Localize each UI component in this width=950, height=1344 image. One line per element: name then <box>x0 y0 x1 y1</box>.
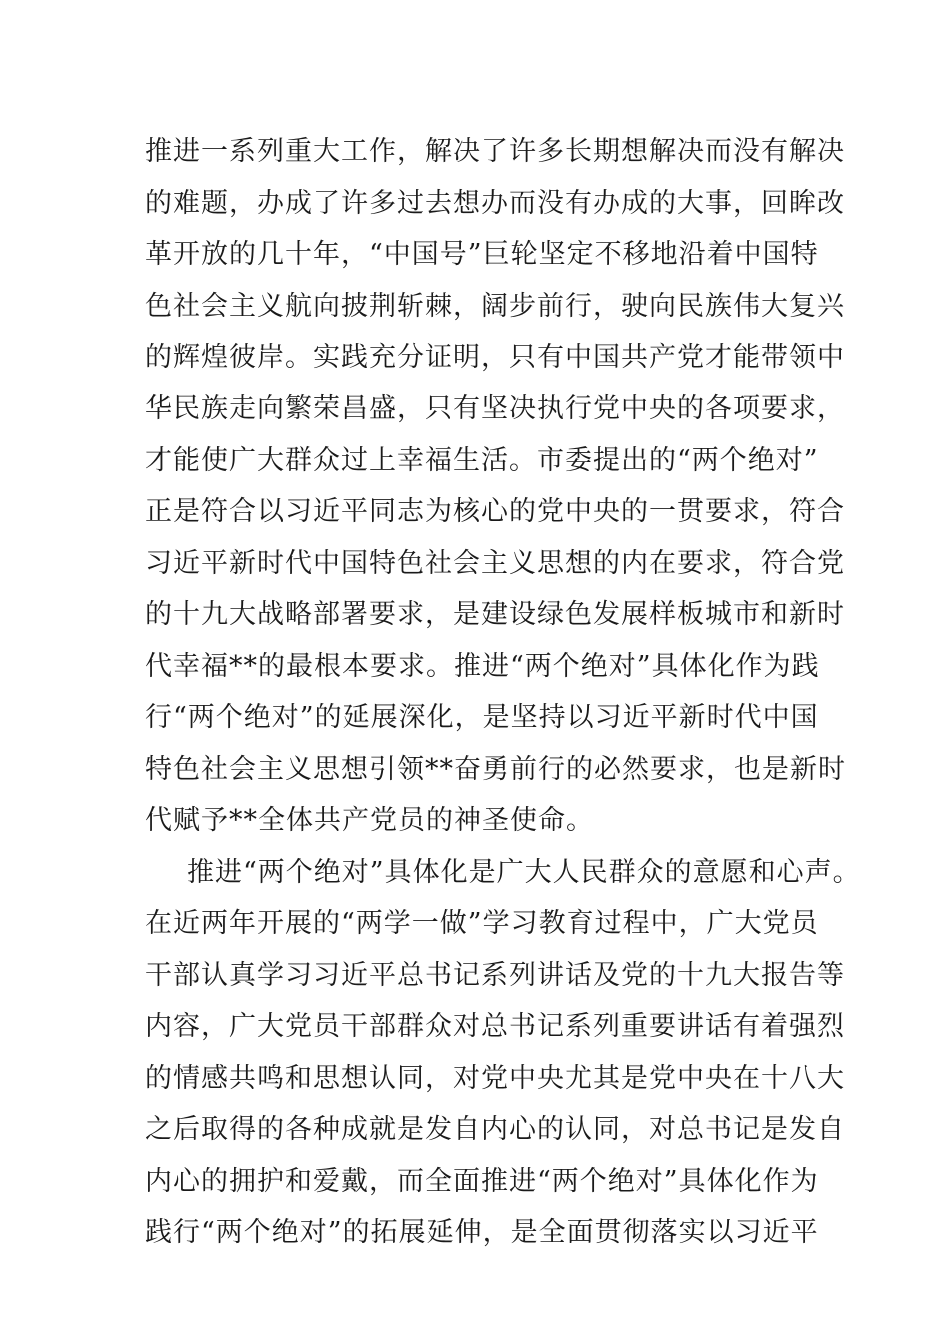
text-line: 代赋予**全体共产党员的神圣使命。 <box>145 805 594 836</box>
text-line: 正是符合以习近平同志为核心的党中央的一贯要求，符合 <box>145 496 845 527</box>
text-line: 特色社会主义思想引领**奋勇前行的必然要求，也是新时 <box>145 754 846 785</box>
text-line: 的十九大战略部署要求，是建设绿色发展样板城市和新时 <box>145 599 845 630</box>
text-line: 践行“两个绝对”的拓展延伸，是全面贯彻落实以习近平 <box>145 1217 819 1248</box>
text-line: 的情感共鸣和思想认同，对党中央尤其是党中央在十八大 <box>145 1063 845 1094</box>
text-line: 之后取得的各种成就是发自内心的认同，对总书记是发自 <box>145 1114 845 1145</box>
text-line: 的辉煌彼岸。实践充分证明，只有中国共产党才能带领中 <box>145 342 845 373</box>
text-line: 的难题，办成了许多过去想办而没有办成的大事，回眸改 <box>145 188 845 219</box>
text-line: 干部认真学习习近平总书记系列讲话及党的十九大报告等 <box>145 960 845 991</box>
text-line: 内心的拥护和爱戴，而全面推进“两个绝对”具体化作为 <box>145 1166 819 1197</box>
paragraph-first-line: 推进“两个绝对”具体化是广大人民群众的意愿和心声。 <box>187 857 861 888</box>
text-line: 行“两个绝对”的延展深化，是坚持以习近平新时代中国 <box>145 702 819 733</box>
text-line: 代幸福**的最根本要求。推进“两个绝对”具体化作为践 <box>145 651 820 682</box>
text-line: 习近平新时代中国特色社会主义思想的内在要求，符合党 <box>145 548 845 579</box>
text-line: 色社会主义航向披荆斩棘，阔步前行，驶向民族伟大复兴 <box>145 291 845 322</box>
text-line: 才能使广大群众过上幸福生活。市委提出的“两个绝对” <box>145 445 819 476</box>
text-line: 华民族走向繁荣昌盛，只有坚决执行党中央的各项要求， <box>145 393 845 424</box>
text-line: 内容，广大党员干部群众对总书记系列重要讲话有着强烈 <box>145 1011 845 1042</box>
text-line: 在近两年开展的“两学一做”学习教育过程中，广大党员 <box>145 908 819 939</box>
text-line: 革开放的几十年，“中国号”巨轮坚定不移地沿着中国特 <box>145 239 819 270</box>
text-line: 推进一系列重大工作，解决了许多长期想解决而没有解决 <box>145 136 845 167</box>
